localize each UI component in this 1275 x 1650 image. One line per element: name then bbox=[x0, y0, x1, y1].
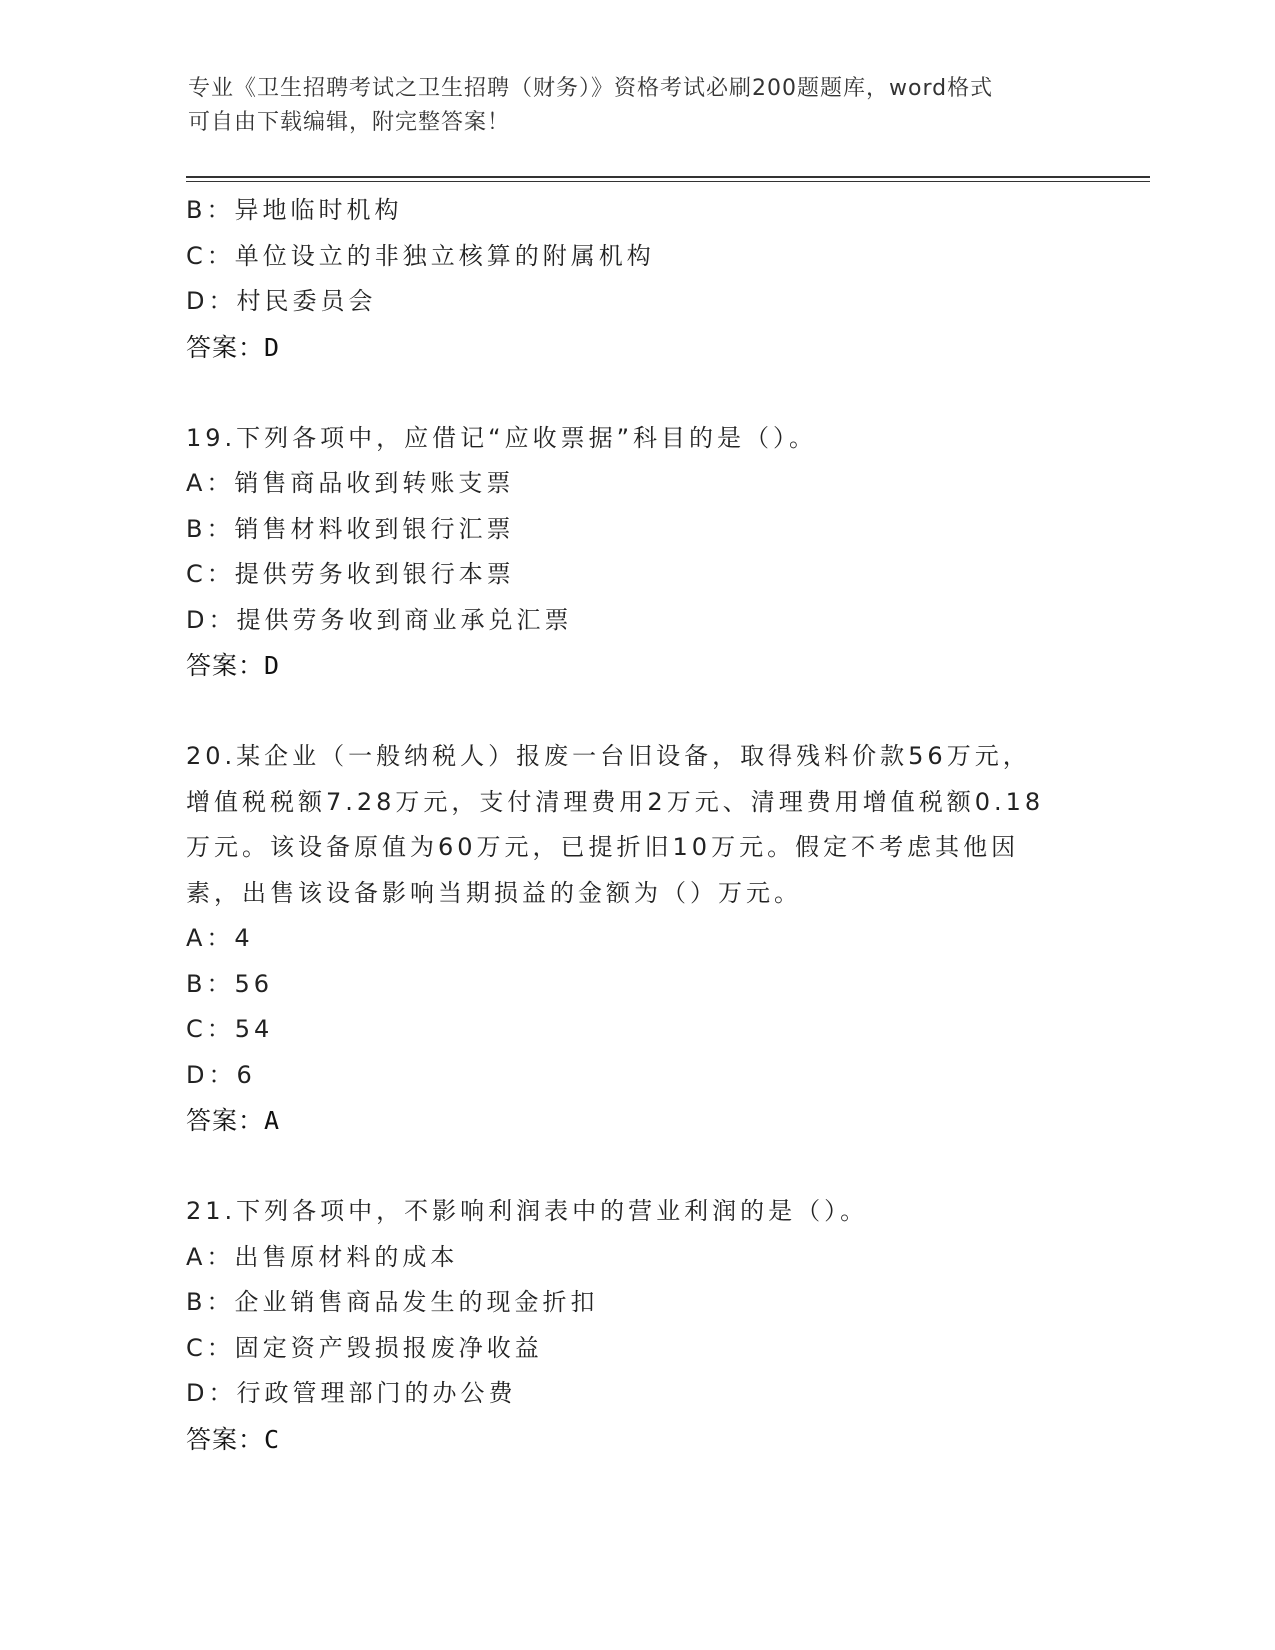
option-b: B：56 bbox=[186, 969, 274, 998]
answer-line bbox=[186, 1098, 1086, 1144]
option-d: D：村民委员会 bbox=[186, 287, 377, 315]
answer-label: 答案： bbox=[186, 651, 265, 680]
answer-value: D bbox=[264, 651, 281, 680]
question-stem: 21.下列各项中，不影响利润表中的营业利润的是（）。 bbox=[186, 1197, 869, 1225]
option-d: D：行政管理部门的办公费 bbox=[186, 1379, 517, 1407]
header-title-line-1: 专业《卫生招聘考试之卫生招聘（财务）》资格考试必刷200题题库，word格式 bbox=[188, 76, 994, 101]
question-19 bbox=[186, 416, 1086, 689]
option-c: C：单位设立的非独立核算的附属机构 bbox=[186, 241, 655, 270]
option-c: C：54 bbox=[186, 1015, 274, 1043]
spacer bbox=[186, 1144, 1086, 1190]
answer-value: A bbox=[264, 1106, 281, 1135]
question-fragment bbox=[186, 188, 1086, 370]
answer-label: 答案： bbox=[186, 332, 265, 362]
question-stem: 19.下列各项中，应借记“应收票据”科目的是（）。 bbox=[186, 423, 818, 452]
option-b: B：异地临时机构 bbox=[186, 196, 403, 224]
answer-line bbox=[186, 1417, 1086, 1463]
answer-line bbox=[186, 325, 1086, 371]
header-title-line-2: 可自由下载编辑，附完整答案！ bbox=[188, 110, 511, 135]
question-stem-line-3: 万元。该设备原值为60万元，已提折旧10万元。假定不考虑其他因 bbox=[186, 833, 1020, 861]
document-body bbox=[186, 188, 1086, 1462]
option-a: A：销售商品收到转账支票 bbox=[186, 469, 515, 497]
option-b: B：销售材料收到银行汇票 bbox=[186, 514, 515, 543]
option-d: D：6 bbox=[186, 1060, 256, 1089]
question-20 bbox=[186, 734, 1086, 1144]
option-a: A：出售原材料的成本 bbox=[186, 1242, 459, 1271]
question-stem-line-4: 素，出售该设备影响当期损益的金额为（）万元。 bbox=[186, 878, 802, 907]
option-c: C：提供劳务收到银行本票 bbox=[186, 560, 515, 588]
option-c: C：固定资产毁损报废净收益 bbox=[186, 1333, 543, 1362]
option-a: A：4 bbox=[186, 924, 254, 952]
question-stem-line-1: 20.某企业（一般纳税人）报废一台旧设备，取得残料价款56万元， bbox=[186, 742, 1031, 770]
page-header bbox=[188, 72, 1088, 140]
answer-label: 答案： bbox=[186, 1424, 265, 1454]
option-d: D：提供劳务收到商业承兑汇票 bbox=[186, 605, 573, 634]
spacer bbox=[186, 370, 1086, 416]
option-b: B：企业销售商品发生的现金折扣 bbox=[186, 1288, 599, 1316]
answer-line bbox=[186, 643, 1086, 689]
header-divider bbox=[186, 176, 1150, 182]
answer-value: C bbox=[264, 1424, 281, 1454]
question-21 bbox=[186, 1189, 1086, 1462]
spacer bbox=[186, 689, 1086, 735]
answer-label: 答案： bbox=[186, 1106, 265, 1135]
question-stem-line-2: 增值税税额7.28万元，支付清理费用2万元、清理费用增值税额0.18 bbox=[186, 787, 1045, 816]
answer-value: D bbox=[264, 332, 281, 362]
